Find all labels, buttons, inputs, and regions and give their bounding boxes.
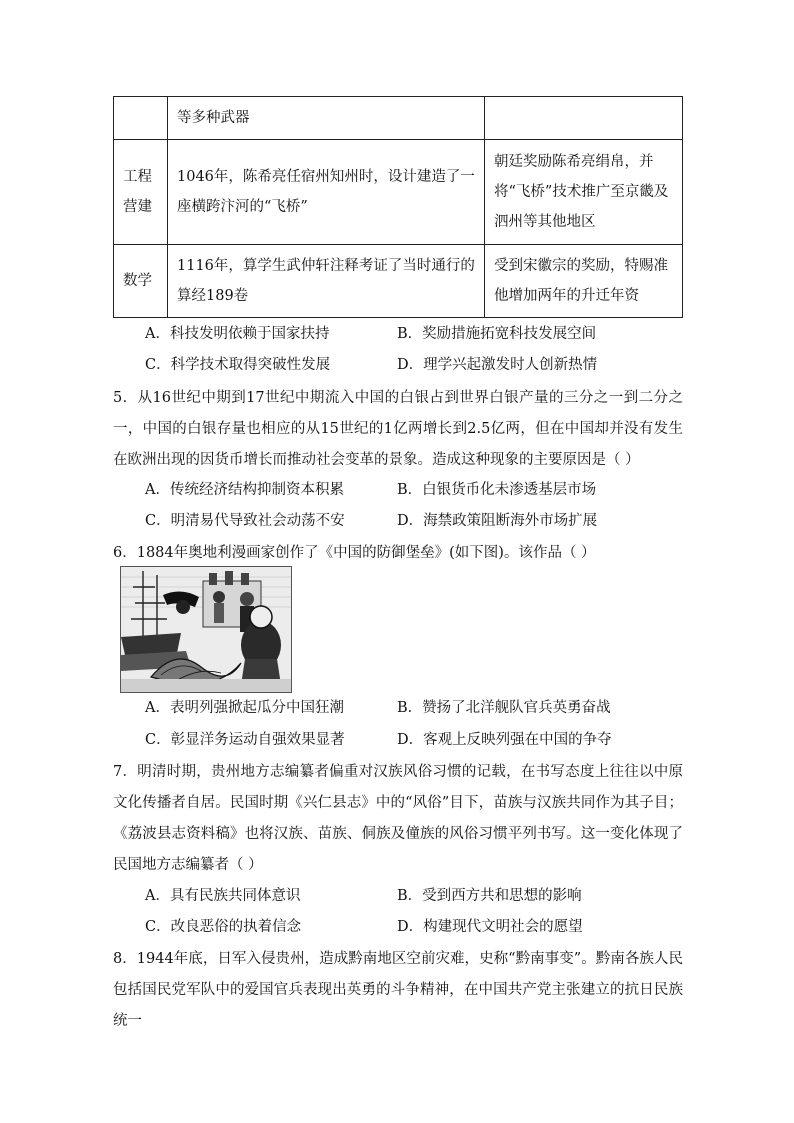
q7-options-row-2 (145, 915, 705, 941)
q5-option-d[interactable]: D．海禁政策阻断海外市场扩展 (397, 513, 598, 529)
table-row (114, 97, 683, 140)
q6-option-a[interactable]: A．表明列强掀起瓜分中国狂潮 (145, 700, 344, 716)
table-row (114, 140, 683, 245)
q5-stem: 5．从16世纪中期到17世纪中期流入中国的白银占到世界白银产量的三分之一到二分之一，中国的白银存量也相应的从15世纪的1亿两增长到2.5亿两，但在中国却并没有发生在欧洲出现的因货币增长而推动社会变革的景象。造成这种现象的主要原因是（ ） (113, 390, 683, 468)
q7-options-row-1 (145, 884, 705, 910)
q7-option-b[interactable]: B．受到西方共和思想的影响 (397, 888, 582, 904)
science-reward-table (113, 96, 683, 318)
q6-option-b[interactable]: B．赞扬了北洋舰队官兵英勇奋战 (397, 700, 611, 716)
table-row (114, 245, 683, 318)
q4-options-row-2 (145, 353, 705, 379)
q5-options-row-1 (145, 478, 705, 504)
table-cell-result: 受到宋徽宗的奖励，特赐准他增加两年的升迁年资 (485, 245, 683, 318)
table-cell-content: 等多种武器 (168, 97, 485, 140)
table-cell-category: 工程营建 (114, 140, 168, 245)
table-cell-result (485, 97, 683, 140)
q5-option-b[interactable]: B．白银货币化未渗透基层市场 (397, 482, 597, 498)
table-cell-category: 数学 (114, 245, 168, 318)
q5-option-c[interactable]: C．明清易代导致社会动荡不安 (145, 513, 345, 529)
q5-options-row-2 (145, 509, 705, 535)
q4-option-d[interactable]: D．理学兴起激发时人创新热情 (397, 357, 598, 373)
q6-option-d[interactable]: D．客观上反映列强在中国的争夺 (397, 732, 612, 748)
q6-options-row-1 (145, 696, 705, 722)
q4-option-a[interactable]: A．科技发明依赖于国家扶持 (145, 326, 330, 342)
q8-stem: 8．1944年底，日军入侵贵州，造成黔南地区空前灾难，史称“黔南事变”。黔南各族人民包括国民党军队中的爱国官兵表现出英勇的斗争精神，在中国共产党主张建立的抗日民族统一 (113, 951, 683, 1029)
q7-option-a[interactable]: A．具有民族共同体意识 (145, 888, 301, 904)
table-cell-content: 1116年，算学生武仲轩注释考证了当时通行的算经189卷 (168, 245, 485, 318)
cartoon-illustration (120, 566, 292, 693)
q4-option-c[interactable]: C．科学技术取得突破性发展 (145, 357, 331, 373)
q4-options-row-1 (145, 322, 705, 348)
table-cell-category (114, 97, 168, 140)
q7-stem: 7．明清时期，贵州地方志编纂者偏重对汉族风俗习惯的记载，在书写态度上往往以中原文化传播者自居。民国时期《兴仁县志》中的“风俗”目下，苗族与汉族共同作为其子目；《荔波县志资料稿》也将汉族、苗族、侗族及僮族的风俗习惯平列书写。这一变化体现了民国地方志编纂者（ ） (113, 764, 683, 873)
q7-option-d[interactable]: D．构建现代文明社会的愿望 (397, 919, 583, 935)
q6-option-c[interactable]: C．彰显洋务运动自强效果显著 (145, 732, 345, 748)
table-cell-result: 朝廷奖励陈希亮绢帛，并将“飞桥”技术推广至京畿及泗州等其他地区 (485, 140, 683, 245)
table-cell-content: 1046年，陈希亮任宿州知州时，设计建造了一座横跨汴河的“飞桥” (168, 140, 485, 245)
q4-option-b[interactable]: B．奖励措施拓宽科技发展空间 (397, 326, 597, 342)
q6-stem: 6．1884年奥地利漫画家创作了《中国的防御堡垒》(如下图)。该作品（ ） (113, 545, 596, 561)
cartoon-drawing (121, 567, 291, 692)
q7-option-c[interactable]: C．改良恶俗的执着信念 (145, 919, 302, 935)
q6-options-row-2 (145, 728, 705, 754)
q5-option-a[interactable]: A．传统经济结构抑制资本积累 (145, 482, 344, 498)
